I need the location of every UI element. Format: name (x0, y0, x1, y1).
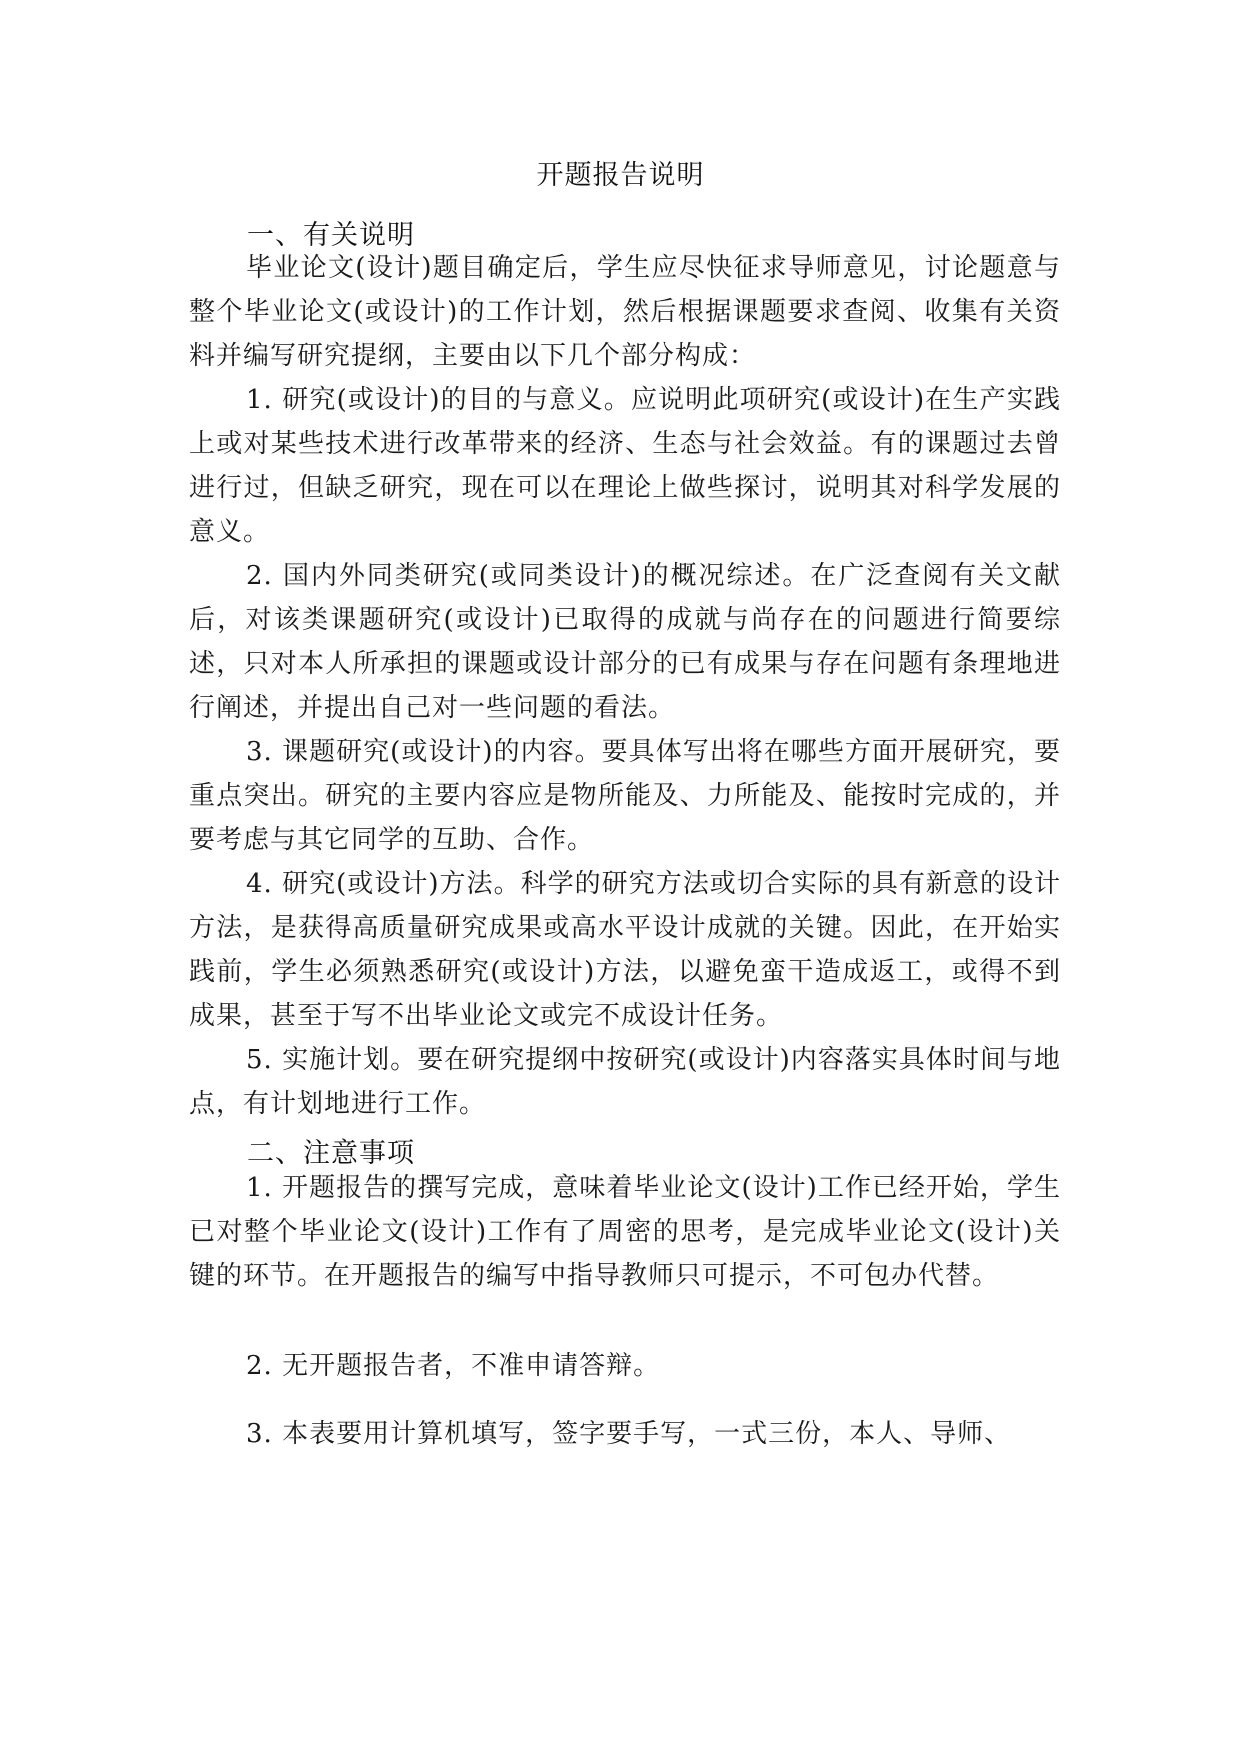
page-title: 开题报告说明 (536, 160, 705, 191)
intro-paragraph: 毕业论文(设计)题目确定后，学生应尽快征求导师意见，讨论题意与整个毕业论文(或设计)的工作计划，然后根据课题要求查阅、收集有关资料并编写研究提纲，主要由以下几个部分构成： (189, 253, 1061, 371)
notes-item-purpose: 1. 研究(或设计)的目的与意义。应说明此项研究(或设计)在生产实践上或对某些技术进行改革带来的经济、生态与社会效益。有的课题过去曾进行过，但缺乏研究，现在可以在理论上做些探讨，说明其对科学发展的意义。 (189, 385, 1061, 547)
notes-item-content: 3. 课题研究(或设计)的内容。要具体写出将在哪些方面开展研究，要重点突出。研究的主要内容应是物所能及、力所能及、能按时完成的，并要考虑与其它同学的互助、合作。 (189, 737, 1061, 855)
cautions-item-1: 1. 开题报告的撰写完成，意味着毕业论文(设计)工作已经开始，学生已对整个毕业论文(设计)工作有了周密的思考，是完成毕业论文(设计)关键的环节。在开题报告的编写中指导教师只可提示，不可包办代替。 (189, 1173, 1061, 1291)
section-heading-notes: 一、有关说明 (247, 220, 415, 251)
cautions-item-2: 2. 无开题报告者，不准申请答辩。 (246, 1351, 661, 1381)
section-heading-cautions: 二、注意事项 (247, 1138, 415, 1169)
notes-item-method: 4. 研究(或设计)方法。科学的研究方法或切合实际的具有新意的设计方法，是获得高质量研究成果或高水平设计成就的关键。因此，在开始实践前，学生必须熟悉研究(或设计)方法，以避免蛮干造成返工，或得不到成果，甚至于写不出毕业论文或完不成设计任务。 (189, 869, 1061, 1031)
notes-item-plan: 5. 实施计划。要在研究提纲中按研究(或设计)内容落实具体时间与地点，有计划地进行工作。 (189, 1045, 1061, 1119)
notes-item-review: 2. 国内外同类研究(或同类设计)的概况综述。在广泛查阅有关文献后，对该类课题研究(或设计)已取得的成就与尚存在的问题进行简要综述，只对本人所承担的课题或设计部分的已有成果与存在问题有条理地进行阐述，并提出自己对一些问题的看法。 (189, 561, 1061, 723)
cautions-item-3: 3. 本表要用计算机填写，签字要手写，一式三份，本人、导师、 (246, 1419, 1012, 1449)
